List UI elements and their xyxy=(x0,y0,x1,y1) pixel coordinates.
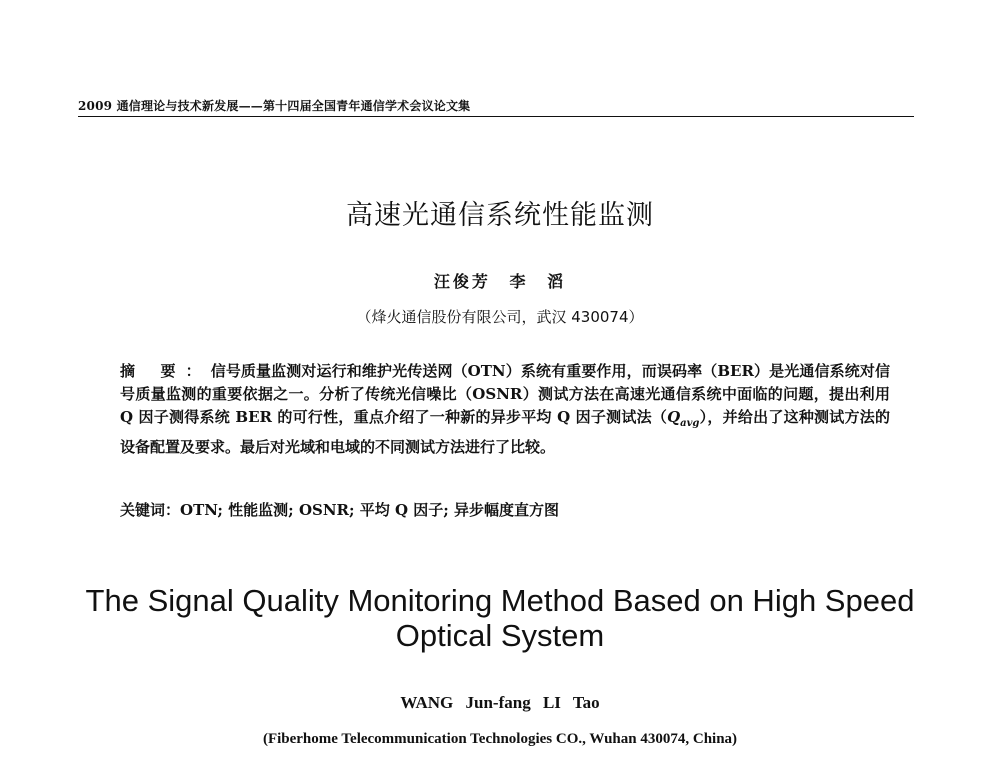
header-rule xyxy=(78,116,914,117)
abstract-text-part-2: ），并给出了这种测试方法的设备配置及要求。最后对光域和电域的不同测试方法进行了比较。 xyxy=(120,408,890,456)
keywords-list: OTN; 性能监测; OSNR; 平均 Q 因子; 异步幅度直方图 xyxy=(180,501,560,519)
chinese-title: 高速光通信系统性能监测 xyxy=(346,200,654,231)
english-authors: WANG Jun-fang LI Tao xyxy=(400,693,600,712)
chinese-keywords xyxy=(120,499,890,520)
q-avg-symbol: $Q_{avg}$ xyxy=(667,408,700,430)
english-title: The Signal Quality Monitoring Method Based on High Speed Optical System xyxy=(85,583,915,653)
english-affiliation: (Fiberhome Telecommunication Technologies CO., Wuhan 430074, China) xyxy=(262,731,738,747)
abstract-text-part-1: 信号质量监测对运行和维护光传送网（OTN）系统有重要作用，而误码率（BER）是光通信系统对信号质量监测的重要依据之一。分析了传统光信噪比（OSNR）测试方法在高速光通信系统中面临的问题，提出利用 Q 因子测得系统 BER 的可行性，重点介绍了一种新的异步平均 Q 因子测试法（ xyxy=(120,362,890,427)
chinese-affiliation: （烽火通信股份有限公司，武汉 430074） xyxy=(356,308,644,326)
abstract-label: 摘 要： xyxy=(120,362,211,380)
chinese-authors: 汪俊芳 李 滔 xyxy=(433,272,567,291)
running-header: 2009 通信理论与技术新发展——第十四届全国青年通信学术会议论文集 xyxy=(78,99,471,113)
keywords-label: 关键词： xyxy=(120,501,181,519)
chinese-abstract xyxy=(120,360,890,459)
